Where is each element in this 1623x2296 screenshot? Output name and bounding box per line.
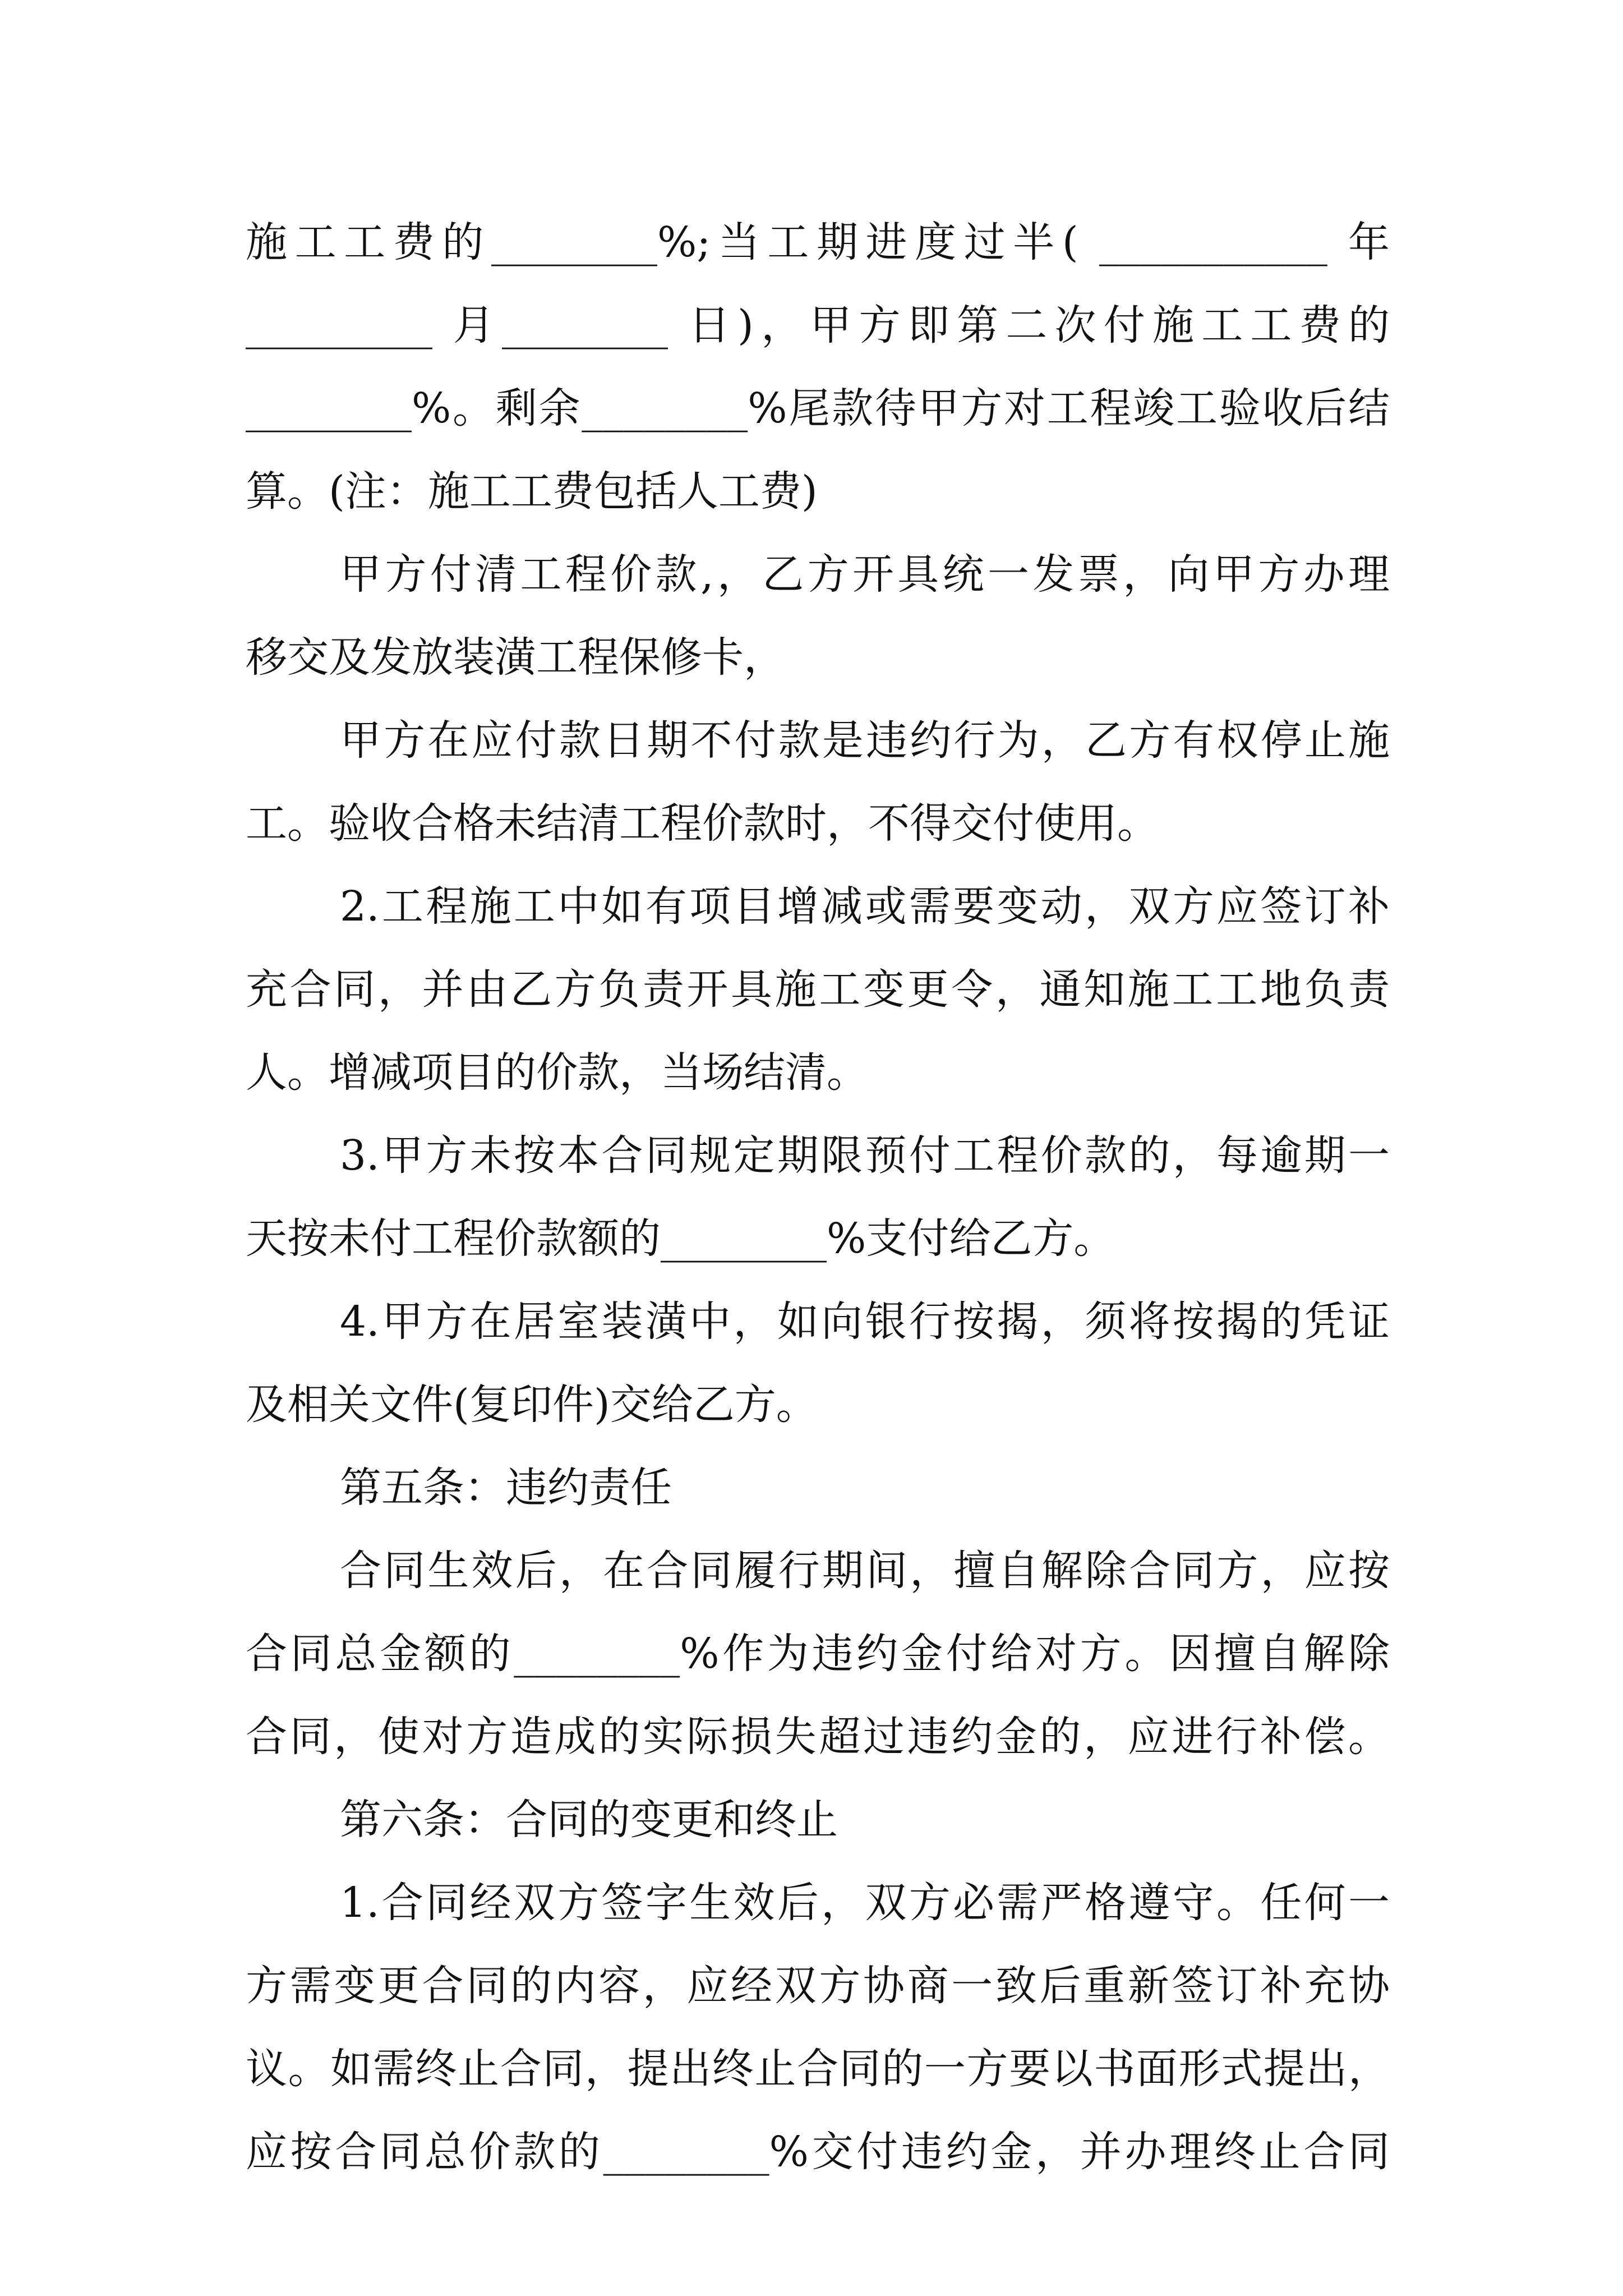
text-line: 工。验收合格未结清工程价款时，不得交付使用。 — [246, 799, 1159, 848]
paragraph-first-line: 1.合同经双方签字生效后，双方必需严格遵守。任何一 — [340, 1879, 1390, 1927]
paragraph-first-line: 甲方在应付款日期不付款是违约行为，乙方有权停止施 — [340, 716, 1390, 765]
text-line: 议。如需终止合同，提出终止合同的一方要以书面形式提出， — [246, 2045, 1390, 2093]
text-line: 合同，使对方造成的实际损失超过违约金的，应进行补偿。 — [246, 1713, 1390, 1761]
paragraph-first-line: 2.工程施工中如有项目增减或需要变动，双方应签订补 — [340, 882, 1390, 931]
text-line: 方需变更合同的内容，应经双方协商一致后重新签订补充协 — [246, 1962, 1390, 2010]
text-line: 施工工费的________%;当工期进度过半( ___________ 年 — [246, 218, 1390, 266]
section-heading: 第六条：合同的变更和终止 — [340, 1796, 838, 1844]
paragraph-first-line: 合同生效后，在合同履行期间，擅自解除合同方，应按 — [340, 1547, 1390, 1595]
paragraph-first-line: 甲方付清工程价款,，乙方开具统一发票，向甲方办理 — [340, 550, 1390, 599]
text-line: 应按合同总价款的________%交付违约金，并办理终止合同 — [246, 2128, 1390, 2176]
text-line: 天按未付工程价款额的________%支付给乙方。 — [246, 1214, 1115, 1263]
text-line: 移交及发放装潢工程保修卡， — [246, 633, 785, 682]
text-line: 充合同，并由乙方负责开具施工变更令，通知施工工地负责 — [246, 965, 1390, 1014]
text-line: 合同总金额的________%作为违约金付给对方。因擅自解除 — [246, 1630, 1390, 1678]
text-line: 算。(注：施工工费包括人工费) — [246, 467, 818, 516]
paragraph-first-line: 3.甲方未按本合同规定期限预付工程价款的，每逾期一 — [340, 1131, 1390, 1180]
paragraph-first-line: 4.甲方在居室装潢中，如向银行按揭，须将按揭的凭证 — [340, 1297, 1390, 1346]
text-line: 及相关文件(复印件)交给乙方。 — [246, 1381, 818, 1429]
text-line: ________%。剩余________%尾款待甲方对工程竣工验收后结 — [246, 384, 1390, 432]
text-line: 人。增减项目的价款，当场结清。 — [246, 1048, 868, 1097]
text-line: _________ 月________ 日)，甲方即第二次付施工工费的 — [246, 301, 1390, 349]
section-heading: 第五条：违约责任 — [340, 1464, 672, 1512]
